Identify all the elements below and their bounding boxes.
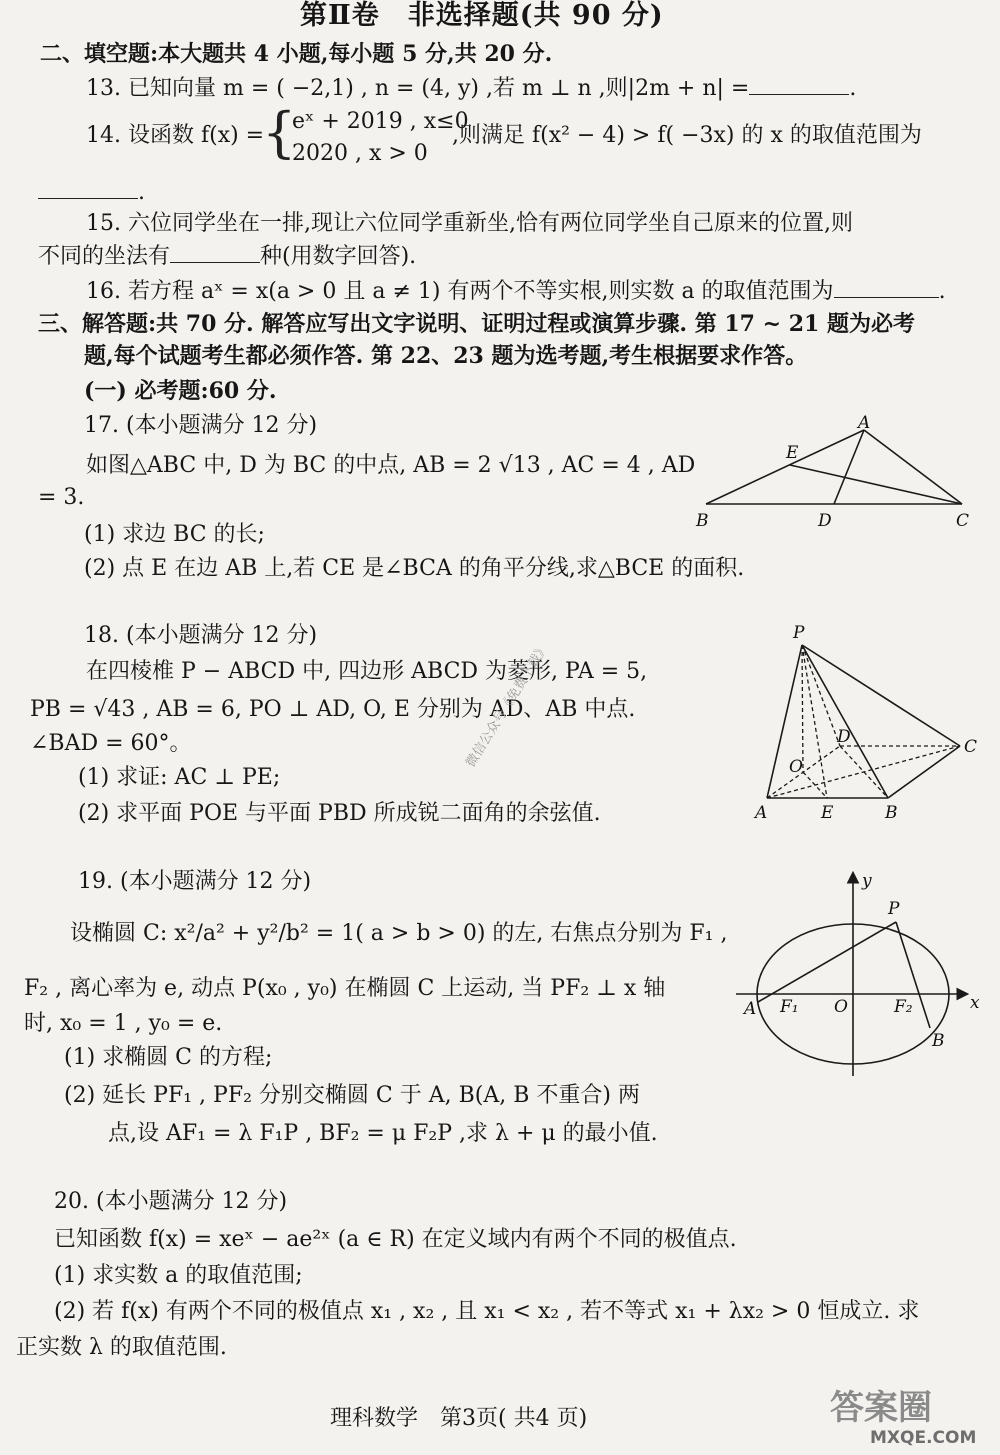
label-P: P <box>793 623 805 643</box>
page-footer: 理科数学 第3页( 共4 页) <box>330 1406 588 1431</box>
q18-pyramid-figure <box>745 620 990 830</box>
piecewise-brace-icon: { <box>262 101 297 164</box>
q19-stem1: 设椭圆 C: x²/a² + y²/b² = 1( a > b > 0) 的左, 右焦点分别为 F₁ , <box>70 921 728 946</box>
label-B: B <box>696 511 709 531</box>
q19-stem2: F₂ , 离心率为 e, 动点 P(x₀ , y₀) 在椭圆 C 上运动, 当 PF₂ ⊥ x 轴 <box>24 976 666 1001</box>
q19-stem3: 时, x₀ = 1 , y₀ = e. <box>24 1011 223 1036</box>
section3-title-line2: 题,每个试题考生都必须作答. 第 22、23 题为选考题,考生根据要求作答。 <box>84 343 808 369</box>
q15-line2: 不同的坐法有 种(用数字回答). <box>38 244 417 269</box>
label-B: B <box>885 803 898 823</box>
q14-case1: eˣ + 2019 , x≤0 <box>292 109 469 134</box>
label-O: O <box>789 757 803 777</box>
q20-head: 20. (本小题满分 12 分) <box>54 1189 288 1214</box>
q15-blank <box>170 242 260 263</box>
q17-part1: (1) 求边 BC 的长; <box>84 522 265 547</box>
q20-stem: 已知函数 f(x) = xeˣ − ae²ˣ (a ∈ R) 在定义域内有两个不同的极值点. <box>54 1227 737 1252</box>
q17-stem2: = 3. <box>38 485 85 510</box>
q17-stem1: 如图△ABC 中, D 为 BC 的中点, AB = 2 √13 , AC = 4 , AD <box>86 453 696 478</box>
q15-line1: 15. 六位同学坐在一排,现让六位同学重新坐,恰有两位同学坐自己原来的位置,则 <box>86 211 853 236</box>
section2-title: 二、填空题:本大题共 4 小题,每小题 5 分,共 20 分. <box>40 41 553 67</box>
q18-part2: (2) 求平面 POE 与平面 PBD 所成锐二面角的余弦值. <box>78 801 601 826</box>
q14-blank <box>38 178 138 199</box>
q14-answer: . <box>38 178 145 207</box>
site-logo-url: MXQE.COM <box>870 1428 977 1448</box>
q17-part2: (2) 点 E 在边 AB 上,若 CE 是∠BCA 的角平分线,求△BCE 的面积. <box>84 556 745 581</box>
section3-title-line1: 三、解答题:共 70 分. 解答应写出文字说明、证明过程或演算步骤. 第 17 ~ 21 题为必考 <box>38 311 915 337</box>
label-A: A <box>744 999 757 1019</box>
site-logo-brand: 答案圈 <box>830 1388 932 1428</box>
q13-blank <box>749 74 849 95</box>
q20-part2b: 正实数 λ 的取值范围. <box>16 1335 227 1360</box>
q19-ellipse-figure <box>728 866 988 1078</box>
label-P: P <box>888 899 900 919</box>
q19-part2b: 点,设 AF₁ = λ F₁P , BF₂ = μ F₂P ,求 λ + μ 的最小值. <box>108 1121 658 1146</box>
q13-text: 13. 已知向量 m = ( −2,1) , n = (4, y) ,若 m ⊥ n ,则|2m + n| = . <box>86 76 857 101</box>
q16-blank <box>834 277 939 298</box>
label-F1: F₁ <box>780 997 799 1017</box>
label-C: C <box>964 737 978 757</box>
q17-head: 17. (本小题满分 12 分) <box>84 413 318 438</box>
q17-triangle-figure <box>690 412 980 534</box>
q19-head: 19. (本小题满分 12 分) <box>78 869 312 894</box>
label-x-axis: x <box>970 993 980 1013</box>
q18-stem2: PB = √43 , AB = 6, PO ⊥ AD, O, E 分别为 AD、AB 中点. <box>30 697 636 722</box>
q14-lead: 14. 设函数 f(x) = <box>86 123 265 148</box>
q18-head: 18. (本小题满分 12 分) <box>84 623 318 648</box>
q18-stem3: ∠BAD = 60°。 <box>30 731 192 756</box>
q20-part2a: (2) 若 f(x) 有两个不同的极值点 x₁ , x₂ , 且 x₁ < x₂ , 若不等式 x₁ + λx₂ > 0 恒成立. 求 <box>54 1299 920 1324</box>
page-title: 第Ⅱ卷 非选择题(共 90 分) <box>300 0 664 31</box>
label-E: E <box>821 803 834 823</box>
label-D: D <box>837 727 851 747</box>
q20-part1: (1) 求实数 a 的取值范围; <box>54 1263 303 1288</box>
label-C: C <box>956 511 970 531</box>
label-B: B <box>932 1031 945 1051</box>
label-F2: F₂ <box>894 997 913 1017</box>
watermark-text: 微信公众号《免费下载》 <box>463 640 552 771</box>
label-E: E <box>786 443 799 463</box>
label-D: D <box>818 511 832 531</box>
q18-stem1: 在四棱椎 P − ABCD 中, 四边形 ABCD 为菱形, PA = 5, <box>86 659 648 684</box>
q16-text: 16. 若方程 aˣ = x(a > 0 且 a ≠ 1) 有两个不等实根,则实数 a 的取值范围为 . <box>86 279 946 304</box>
label-A: A <box>858 413 871 433</box>
q19-part1: (1) 求椭圆 C 的方程; <box>64 1045 273 1070</box>
label-y-axis: y <box>862 871 872 891</box>
q19-part2a: (2) 延长 PF₁ , PF₂ 分别交椭圆 C 于 A, B(A, B 不重合) 两 <box>64 1083 640 1108</box>
label-A: A <box>755 803 768 823</box>
q14-case2: 2020 , x > 0 <box>292 141 428 166</box>
q13-stem: 13. 已知向量 m = ( −2,1) , n = (4, y) ,若 m ⊥ n ,则|2m + n| = <box>86 76 750 101</box>
q18-part1: (1) 求证: AC ⊥ PE; <box>78 765 281 790</box>
label-O: O <box>834 997 848 1017</box>
section3-subtitle: (一) 必考题:60 分. <box>84 378 277 404</box>
q14-tail: ,则满足 f(x² − 4) > f( −3x) 的 x 的取值范围为 <box>452 123 922 148</box>
